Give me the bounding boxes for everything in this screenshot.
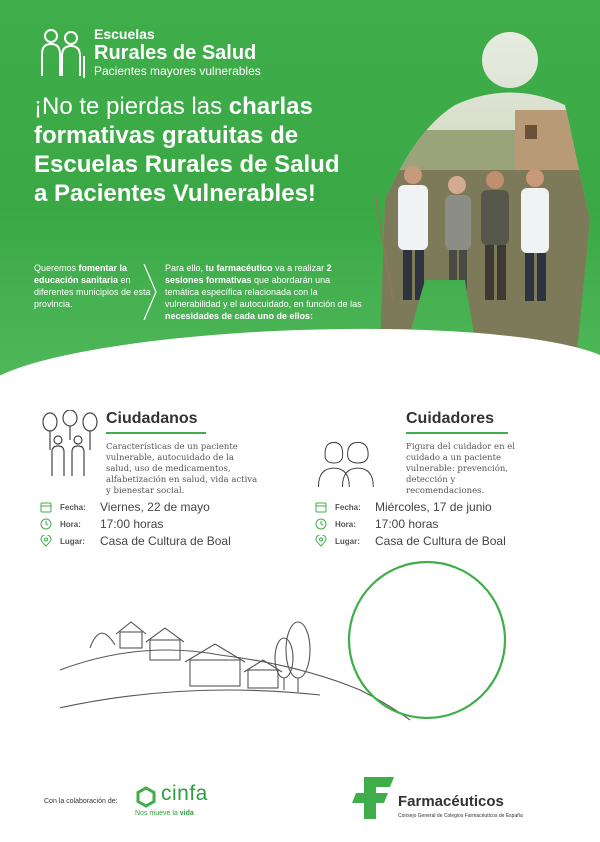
cuidadores-rule xyxy=(406,432,508,434)
farmaceuticos-subtitle: Consejo General de Colegios Farmacéuticos de España xyxy=(398,813,523,819)
cuidadores-lugar-label: Lugar: xyxy=(335,536,360,546)
intro-right-t3: que abordarán una temática específica relacionada con la vulnerabilidad y el autocuidado, en función de las xyxy=(165,275,362,309)
intro-left-text xyxy=(34,262,152,310)
cinfa-tag-part2: vida xyxy=(179,810,194,817)
hero-banner xyxy=(0,0,600,375)
elderly-couple-icon xyxy=(34,26,88,80)
clock-icon xyxy=(40,518,52,530)
calendar-icon xyxy=(315,501,327,513)
ciudadanos-hora-row xyxy=(40,517,163,531)
cinfa-name: cinfa xyxy=(161,782,208,805)
empty-photo-circle xyxy=(349,562,505,718)
caregivers-icon xyxy=(315,428,375,498)
intro-right-b3: necesidades de cada uno de ellos: xyxy=(165,311,314,321)
ciudadanos-lugar: Casa de Cultura de Boal xyxy=(100,534,231,548)
ciudadanos-description: Características de un paciente vulnerable, autocuidado de la salud, uso de medicamentos, alfabetización en salud, vida activa y bienestar social. xyxy=(106,442,258,496)
ciudadanos-hora: 17:00 horas xyxy=(100,517,164,531)
ciudadanos-lugar-label: Lugar: xyxy=(60,536,85,546)
pharmacy-cross-icon xyxy=(350,775,394,819)
location-pin-icon xyxy=(315,535,327,547)
ciudadanos-rule xyxy=(106,432,206,434)
intro-left-t2: en diferentes municipios de esta provincia. xyxy=(34,275,151,309)
headline-part1: ¡No te pierdas las xyxy=(34,93,229,120)
ciudadanos-lugar-row xyxy=(40,534,231,548)
cinfa-tag-part1: Nos mueve la xyxy=(135,810,180,817)
cuidadores-description: Figura del cuidador en el cuidado a un paciente vulnerable: prevención, detección y recomendaciones. xyxy=(406,442,515,496)
intro-left-b1: fomentar la educación sanitaria xyxy=(34,263,128,285)
village-illustration xyxy=(60,560,580,760)
logo-line1: Escuelas xyxy=(94,26,155,42)
cuidadores-title: Cuidadores xyxy=(406,410,495,427)
cuidadores-hora-label: Hora: xyxy=(335,519,356,529)
chevron-right-icon xyxy=(140,262,160,322)
intro-right-b1: tu farmacéutico xyxy=(205,263,273,273)
calendar-icon xyxy=(40,501,52,513)
collaboration-label: Con la colaboración de: xyxy=(44,798,118,805)
cuidadores-fecha-label: Fecha: xyxy=(335,502,361,512)
logo-line2: Rurales de Salud xyxy=(94,42,257,64)
escuelas-logo xyxy=(34,26,261,80)
ciudadanos-fecha-row xyxy=(40,500,210,514)
rural-scene-silhouette xyxy=(365,20,600,370)
cinfa-tagline xyxy=(135,810,194,817)
cuidadores-fecha: Miércoles, 17 de junio xyxy=(375,500,492,514)
intro-right-t2: va a realizar xyxy=(272,263,327,273)
ciudadanos-hora-label: Hora: xyxy=(60,519,81,529)
cuidadores-lugar-row xyxy=(315,534,506,548)
headline xyxy=(34,92,344,208)
citizens-icon xyxy=(40,410,100,480)
farmaceuticos-name: Farmacéuticos xyxy=(398,793,504,810)
cinfa-hexagon-icon xyxy=(135,786,157,808)
location-pin-icon xyxy=(40,535,52,547)
cuidadores-fecha-row xyxy=(315,500,492,514)
cuidadores-hora: 17:00 horas xyxy=(375,517,439,531)
intro-right-t1: Para ello, xyxy=(165,263,206,273)
intro-right-text xyxy=(165,262,365,322)
logo-line3: Pacientes mayores vulnerables xyxy=(94,64,261,78)
cuidadores-lugar: Casa de Cultura de Boal xyxy=(375,534,506,548)
ciudadanos-fecha-label: Fecha: xyxy=(60,502,86,512)
cuidadores-hora-row xyxy=(315,517,438,531)
ciudadanos-fecha: Viernes, 22 de mayo xyxy=(100,500,210,514)
headline-part2: charlas formativas gratuitas de Escuelas Rurales de Salud a Pacientes Vulnerables! xyxy=(34,93,340,207)
intro-left-t1: Queremos xyxy=(34,263,79,273)
ciudadanos-title: Ciudadanos xyxy=(106,410,198,427)
clock-icon xyxy=(315,518,327,530)
intro-right-b2: 2 sesiones formativas xyxy=(165,263,332,285)
